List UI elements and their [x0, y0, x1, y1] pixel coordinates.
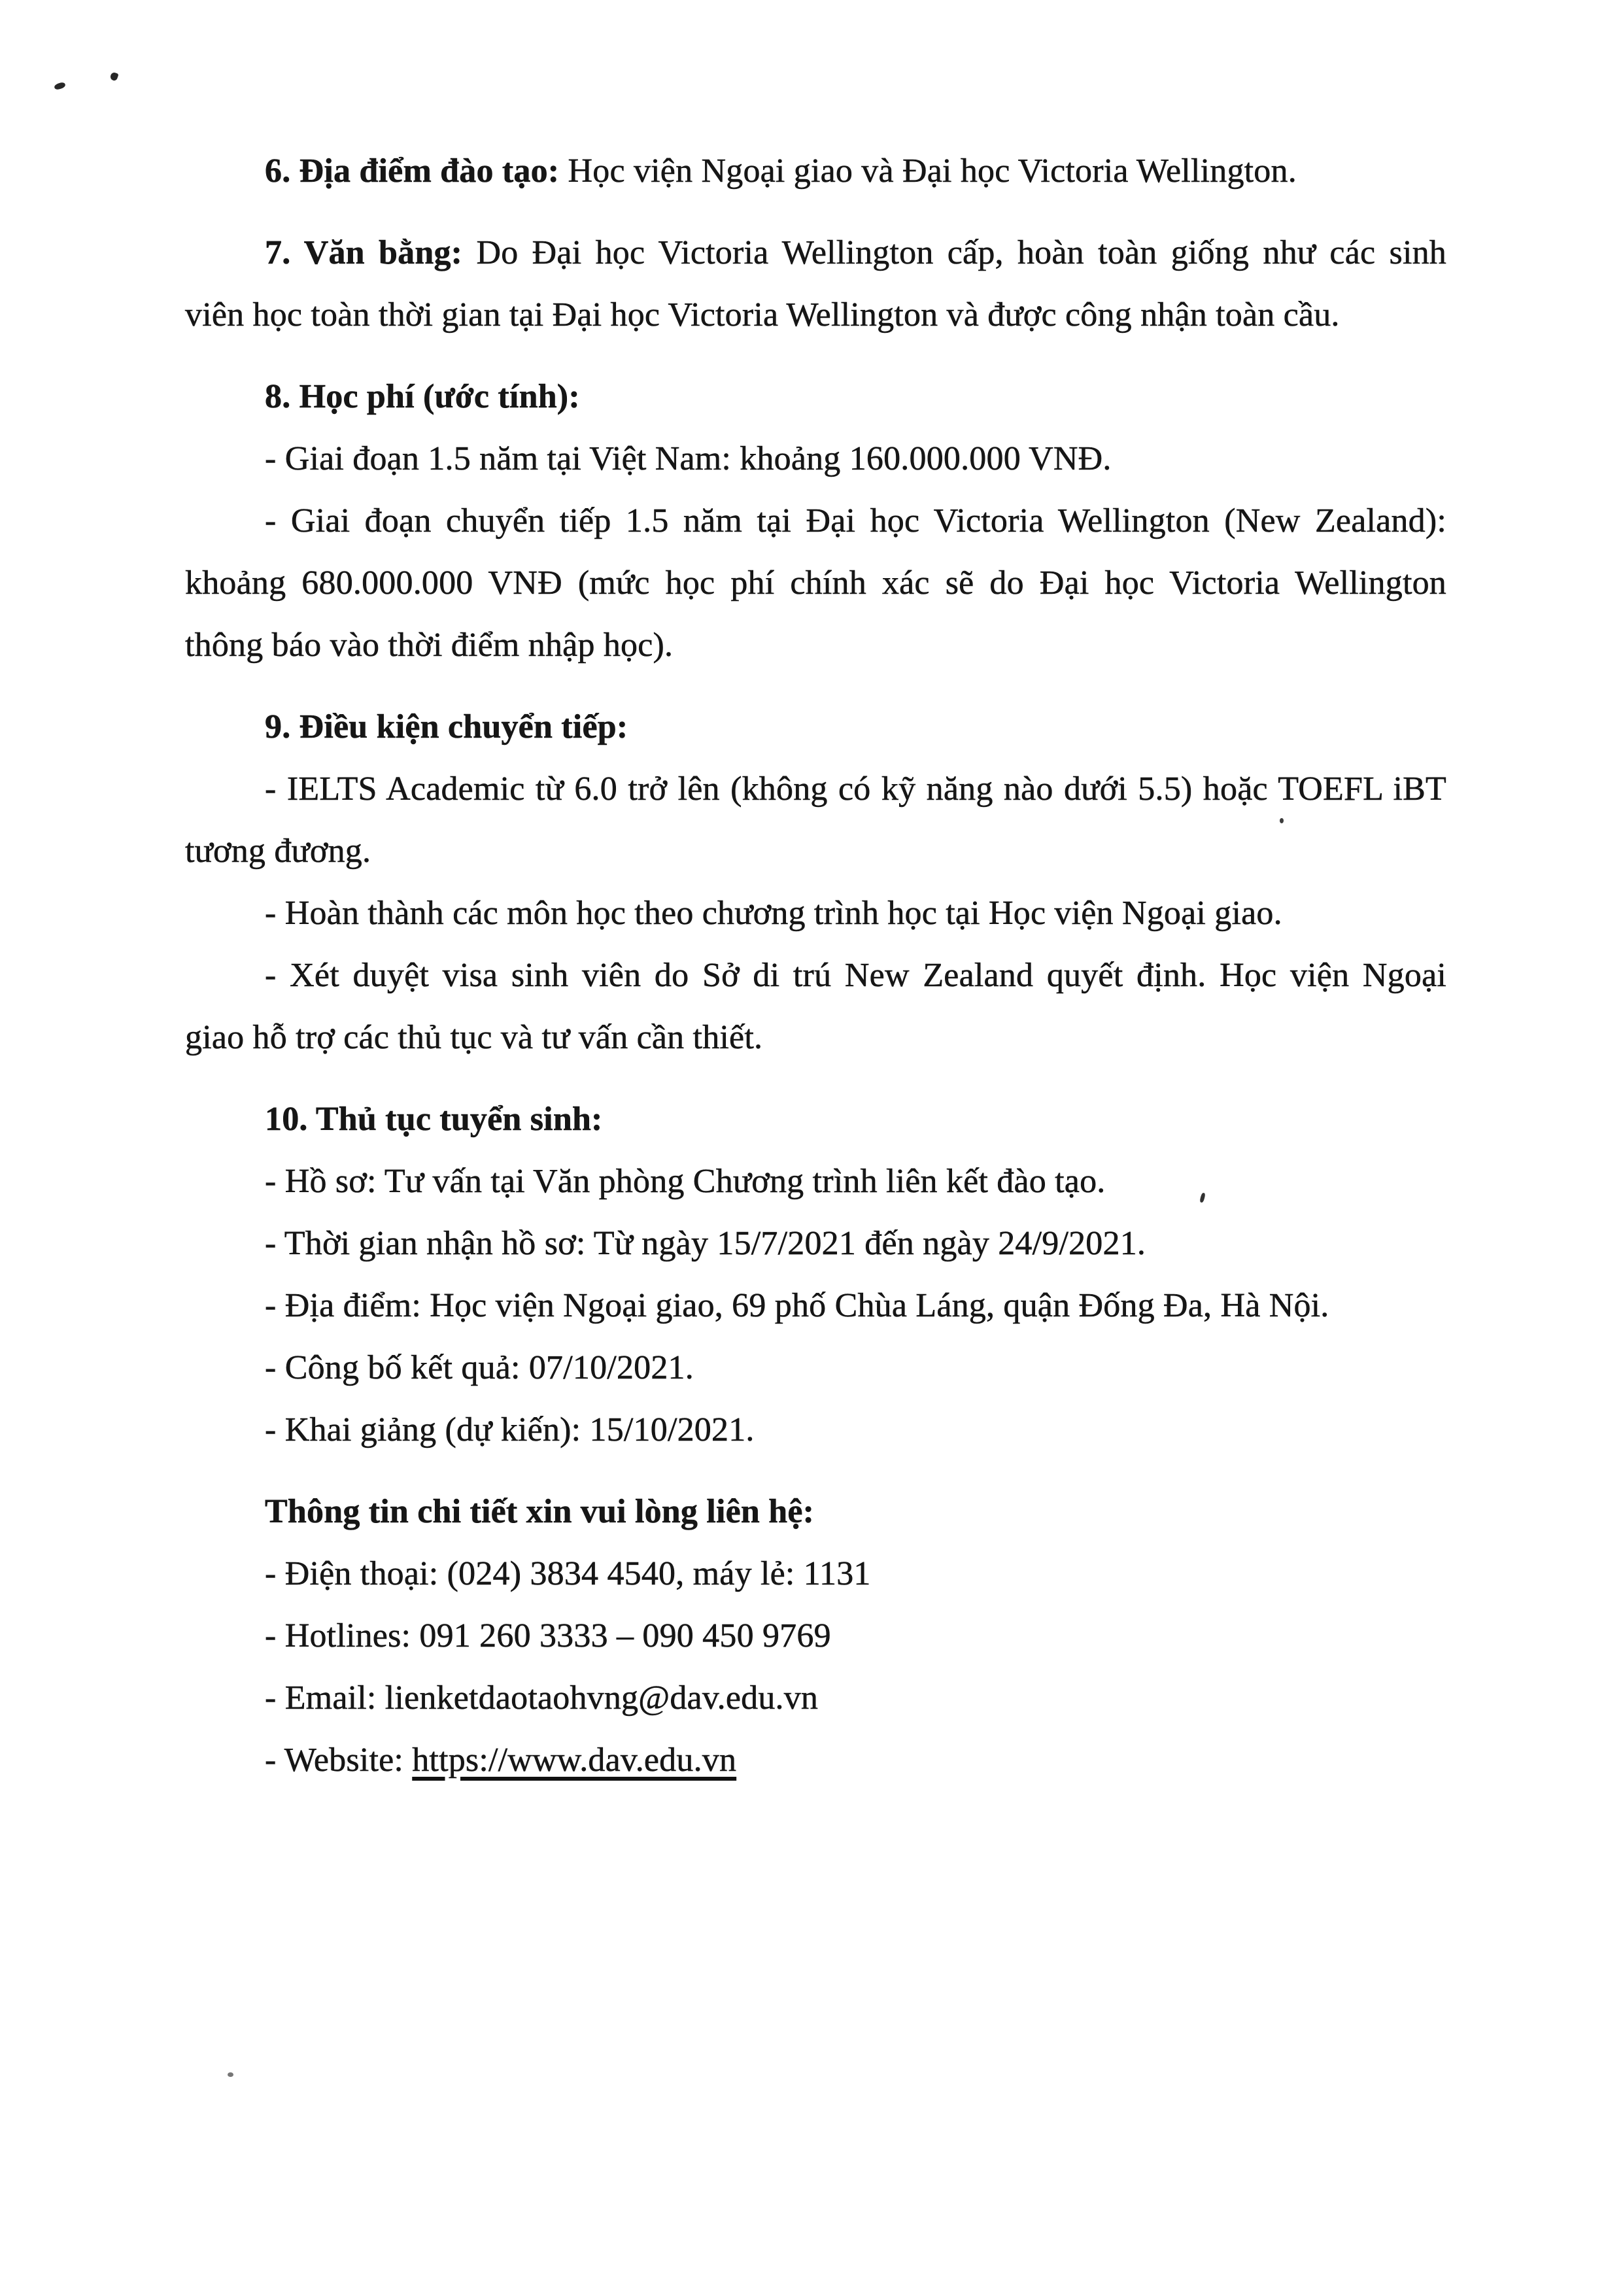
text-line: [185, 490, 1446, 552]
text-segment: khoảng 680.000.000 VNĐ (mức học phí chính xác sẽ do Đại học Victoria Wellington: [185, 564, 1446, 602]
text-line: [185, 552, 1446, 614]
text-segment: - Công bố kết quả: 07/10/2021.: [265, 1349, 694, 1386]
text-segment: 7. Văn bằng:: [265, 234, 477, 271]
text-line: [185, 1667, 1446, 1729]
text-line: [185, 284, 1446, 346]
text-segment: 10. Thủ tục tuyển sinh:: [265, 1101, 603, 1138]
text-line: [185, 696, 1446, 758]
text-segment: Thông tin chi tiết xin vui lòng liên hệ:: [265, 1493, 815, 1530]
text-line: [185, 882, 1446, 944]
text-segment: - Website:: [265, 1741, 413, 1779]
scan-speck: [1280, 818, 1284, 823]
text-segment: - Giai đoạn chuyển tiếp 1.5 năm tại Đại học Victoria Wellington (New Zealand):: [265, 502, 1446, 540]
text-segment: viên học toàn thời gian tại Đại học Victoria Wellington và được công nhận toàn cầu.: [185, 296, 1340, 334]
text-line: [185, 1212, 1446, 1275]
text-segment: - Email: lienketdaotaohvng@dav.edu.vn: [265, 1679, 819, 1717]
text-line: [185, 428, 1446, 490]
text-line: [185, 1605, 1446, 1667]
text-segment: - Hoàn thành các môn học theo chương trình học tại Học viện Ngoại giao.: [265, 895, 1282, 932]
text-line: [185, 820, 1446, 882]
scan-speck: [228, 2072, 233, 2077]
text-segment: - Hồ sơ: Tư vấn tại Văn phòng Chương trình liên kết đào tạo.: [265, 1163, 1106, 1200]
text-segment: 9. Điều kiện chuyển tiếp:: [265, 708, 628, 745]
text-line: [185, 1481, 1446, 1543]
text-line: [185, 222, 1446, 284]
text-line: [185, 1337, 1446, 1399]
text-segment: - Hotlines: 091 260 3333 – 090 450 9769: [265, 1617, 831, 1654]
text-segment: - Giai đoạn 1.5 năm tại Việt Nam: khoảng 160.000.000 VNĐ.: [265, 440, 1112, 477]
text-line: [185, 1006, 1446, 1069]
text-segment: Học viện Ngoại giao và Đại học Victoria Wellington.: [568, 152, 1297, 190]
text-segment: thông báo vào thời điểm nhập học).: [185, 626, 674, 664]
text-line: [185, 1729, 1446, 1791]
text-segment: - Thời gian nhận hồ sơ: Từ ngày 15/7/2021 đến ngày 24/9/2021.: [265, 1225, 1146, 1262]
text-segment: - Điện thoại: (024) 3834 4540, máy lẻ: 1131: [265, 1555, 871, 1592]
text-segment: 8. Học phí (ước tính):: [265, 378, 580, 415]
document-body: [185, 140, 1446, 1791]
text-segment: Do Đại học Victoria Wellington cấp, hoàn toàn giống như các sinh: [476, 234, 1446, 271]
text-line: [185, 614, 1446, 676]
text-segment: - IELTS Academic từ 6.0 trở lên (không có kỹ năng nào dưới 5.5) hoặc TOEFL iBT: [265, 770, 1446, 808]
scan-speck: [54, 82, 66, 91]
text-line: [185, 758, 1446, 820]
text-segment: - Địa điểm: Học viện Ngoại giao, 69 phố Chùa Láng, quận Đống Đa, Hà Nội.: [265, 1287, 1329, 1324]
text-line: [185, 140, 1446, 202]
text-line: [185, 944, 1446, 1006]
text-line: [185, 1399, 1446, 1461]
text-line: [185, 1543, 1446, 1605]
text-segment: - Xét duyệt visa sinh viên do Sở di trú New Zealand quyết định. Học viện Ngoại: [265, 957, 1446, 994]
scan-speck: [109, 71, 118, 81]
text-line: [185, 366, 1446, 428]
text-line: [185, 1150, 1446, 1212]
website-url: https://www.dav.edu.vn: [412, 1741, 737, 1779]
text-segment: - Khai giảng (dự kiến): 15/10/2021.: [265, 1411, 755, 1448]
text-segment: 6. Địa điểm đào tạo:: [265, 152, 568, 190]
text-line: [185, 1275, 1446, 1337]
text-segment: tương đương.: [185, 832, 371, 870]
text-line: [185, 1088, 1446, 1150]
text-segment: giao hỗ trợ các thủ tục và tư vấn cần thiết.: [185, 1019, 763, 1056]
